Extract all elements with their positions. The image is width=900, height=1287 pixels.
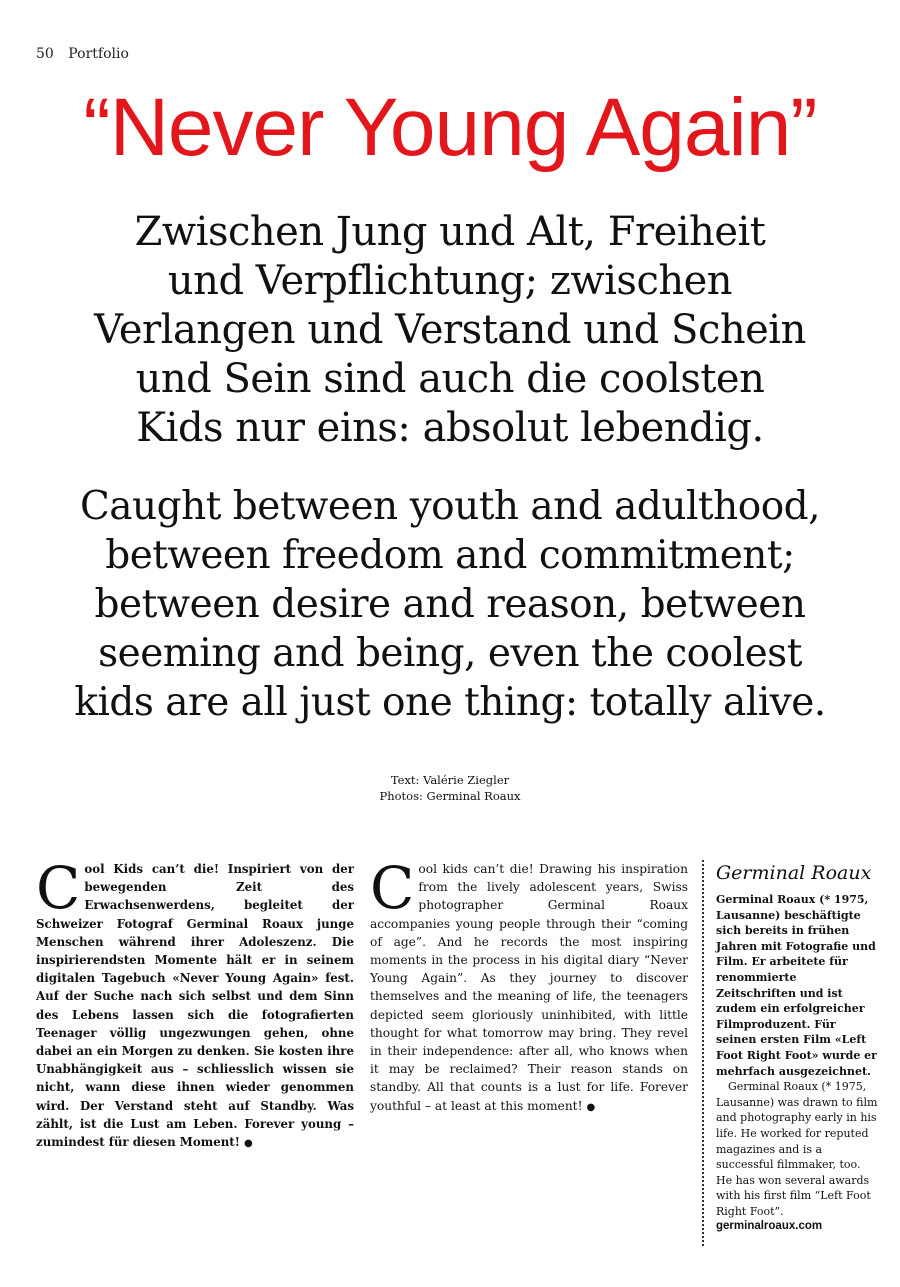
dropcap: C [370, 854, 415, 922]
page-header [36, 46, 129, 62]
bio-german: Germinal Roaux (* 1975, Lausanne) beschäftigte sich bereits in frühen Jahren mit Fotografie und Film. Er arbeitete für renommierte Zeitschriften und ist zudem ein erfolgreicher Filmproduzent. Für seinen ersten Film «Left Foot Right Foot» wurde er mehrfach ausgezeichnet. [716, 893, 877, 1078]
lead-line: between freedom and commitment; [105, 533, 795, 578]
photo-credit: Photos: Germinal Roaux [379, 789, 521, 803]
lead-line: kids are all just one thing: totally alive. [74, 680, 826, 725]
lead-line: Zwischen Jung und Alt, Freiheit [134, 209, 766, 255]
dropcap: C [36, 854, 81, 922]
lead-line: und Sein sind auch die coolsten [135, 356, 765, 402]
section-label: Portfolio [68, 46, 129, 62]
lead-line: Verlangen und Verstand und Schein [94, 307, 806, 353]
sidebar-title: Germinal Roaux [716, 862, 872, 884]
bio-sidebar [702, 860, 878, 1246]
body-text: ool kids can’t die! Drawing his inspiration from the lively adolescent years, Swiss photographer Germinal Roaux accompanies young people through their “coming of age”. And he records the most inspiring moments in the process in his digital diary “Never Young Again”. As they journey to discover themselves and the meaning of life, the teenagers depicted seem gloriously uninhibited, with little thought for what tomorrow may bring. They revel in their independence: after all, who knows when it may be reclaimed? Their reason stands on standby. All that counts is a lust for life. Forever youthful – at least at this moment! [370, 862, 688, 1113]
article-title: “Never Young Again” [83, 82, 817, 173]
bio-english: Germinal Roaux (* 1975, Lausanne) was drawn to film and photography early in his life. He worked for reputed magazines and is a successful filmmaker, too. He has won several awards with his first film “Left Foot Right Foot”. [716, 1080, 878, 1218]
lead-line: Kids nur eins: absolut lebendig. [136, 405, 764, 451]
website-link[interactable]: germinalroaux.com [716, 1220, 823, 1233]
end-mark: ● [586, 1101, 596, 1113]
body-english-column [370, 854, 688, 1117]
credits [300, 772, 600, 804]
lead-line: Caught between youth and adulthood, [79, 484, 821, 529]
lead-german [40, 208, 860, 453]
lead-english [20, 482, 880, 727]
lead-line: seeming and being, even the coolest [98, 631, 802, 676]
text-credit: Text: Valérie Ziegler [390, 773, 510, 787]
page-number: 50 [36, 46, 54, 62]
lead-line: between desire and reason, between [94, 582, 806, 627]
end-mark: ● [243, 1138, 253, 1150]
body-text: ool Kids can’t die! Inspiriert von der bewegenden Zeit des Erwachsenwerdens, begleitet der Schweizer Fotograf Germinal Roaux junge Menschen während ihrer Adoleszenz. Die inspirierendsten Momente hält er in seinem digitalen Tagebuch «Never Young Again» fest. Auf der Suche nach sich selbst und dem Sinn des Lebens lassen sich die fotografierten Teenager völlig ungezwungen gehen, ohne dabei an ein Morgen zu denken. Sie kosten ihre Unabhängigkeit aus – schliesslich wissen sie nicht, wann diese ihnen wieder genommen wird. Der Verstand steht auf Standby. Was zählt, ist die Lust am Leben. Forever young – zumindest für diesen Moment! [36, 862, 354, 1150]
body-german-column [36, 854, 354, 1153]
lead-line: und Verpflichtung; zwischen [167, 258, 733, 304]
